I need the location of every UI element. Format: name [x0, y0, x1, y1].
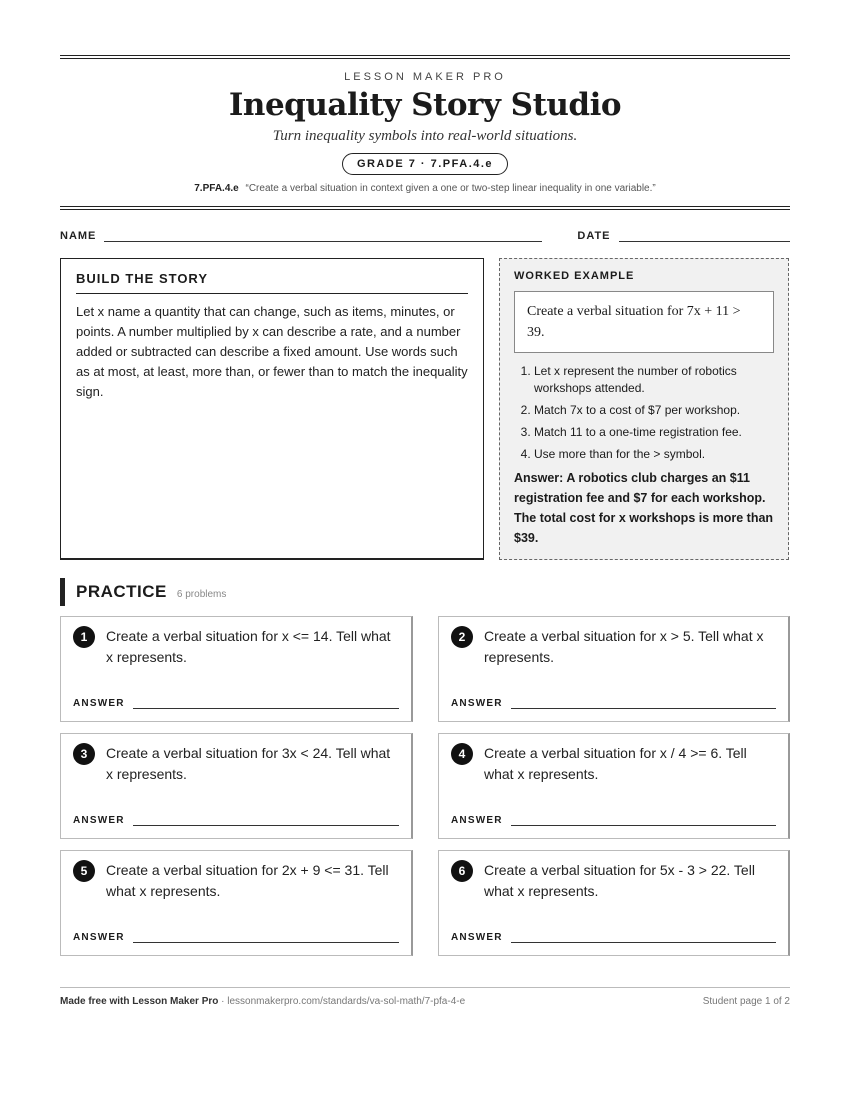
problem-card-4 — [438, 733, 790, 839]
answer-label: ANSWER — [451, 698, 503, 709]
build-heading: BUILD THE STORY — [76, 271, 468, 294]
problem-text: Create a verbal situation for x / 4 >= 6. Tell what x represents. — [484, 745, 747, 782]
worked-step: 3. Match 11 to a one-time registration fee. — [534, 424, 774, 441]
worked-step: 4. Use more than for the > symbol. — [534, 446, 774, 463]
problem-number: 3 — [73, 743, 95, 765]
problem-card-1 — [60, 616, 413, 722]
worksheet-page — [60, 0, 790, 956]
worked-example-box — [499, 258, 789, 560]
answer-label: ANSWER — [73, 815, 125, 826]
page-subtitle: Turn inequality symbols into real-world situations. — [272, 128, 578, 144]
page-footer — [60, 987, 790, 1007]
problem-text: Create a verbal situation for 3x < 24. Tell what x represents. — [106, 745, 391, 782]
practice-header — [60, 578, 790, 606]
worked-steps — [514, 363, 774, 463]
standard-text: “Create a verbal situation in context given a one or two-step linear inequality in one variable.” — [245, 183, 656, 194]
brand-name: LESSON MAKER PRO — [344, 71, 506, 83]
answer-line-1[interactable] — [133, 708, 399, 709]
worked-prompt: Create a verbal situation for 7x + 11 > 39. — [514, 291, 774, 353]
footer-page-number: Student page 1 of 2 — [702, 996, 790, 1007]
practice-title: PRACTICE — [76, 582, 167, 601]
problem-card-2 — [438, 616, 790, 722]
problem-text: Create a verbal situation for 5x - 3 > 22. Tell what x represents. — [484, 862, 755, 899]
answer-line-4[interactable] — [511, 825, 776, 826]
date-field[interactable] — [619, 240, 790, 242]
worked-heading: WORKED EXAMPLE — [514, 270, 635, 282]
top-double-rule — [60, 55, 790, 59]
header-bottom-rule — [60, 206, 790, 210]
answer-label: ANSWER — [73, 932, 125, 943]
worked-step: 1. Let x represent the number of robotics workshops attended. — [534, 363, 774, 397]
answer-line-2[interactable] — [511, 708, 776, 709]
build-body: Let x name a quantity that can change, such as items, minutes, or points. A number multiplied by x can describe a rate, and a number added or subtracted can describe a fixed amount. Use words such as at most, at least, more than, or fewer than to match the inequality sign. — [76, 304, 468, 399]
problem-number: 2 — [451, 626, 473, 648]
footer-url[interactable]: · lessonmakerpro.com/standards/va-sol-math/7-pfa-4-e — [218, 996, 466, 1007]
standard-code: 7.PFA.4.e — [194, 183, 239, 194]
problem-card-5 — [60, 850, 413, 956]
answer-line-3[interactable] — [133, 825, 399, 826]
problem-text: Create a verbal situation for 2x + 9 <= 31. Tell what x represents. — [106, 862, 389, 899]
problem-number: 1 — [73, 626, 95, 648]
standard-description — [60, 183, 790, 194]
name-date-row — [60, 230, 790, 242]
answer-line-5[interactable] — [133, 942, 399, 943]
problem-text: Create a verbal situation for x <= 14. Tell what x represents. — [106, 628, 391, 665]
problem-number: 4 — [451, 743, 473, 765]
answer-label: ANSWER — [451, 932, 503, 943]
page-title: Inequality Story Studio — [228, 87, 622, 123]
practice-count: 6 problems — [176, 588, 227, 600]
name-field[interactable] — [104, 240, 542, 242]
problem-number: 6 — [451, 860, 473, 882]
worked-answer: Answer: A robotics club charges an $11 registration fee and $7 for each workshop. The total cost for x workshops is more than $39. — [514, 471, 774, 545]
worked-step: 2. Match 7x to a cost of $7 per workshop. — [534, 402, 774, 419]
problem-text: Create a verbal situation for x > 5. Tell what x represents. — [484, 628, 764, 665]
problem-card-3 — [60, 733, 413, 839]
answer-label: ANSWER — [451, 815, 503, 826]
build-the-story-box — [60, 258, 484, 560]
name-label: NAME — [60, 230, 97, 242]
grade-standard-badge: GRADE 7 · 7.PFA.4.e — [342, 153, 508, 175]
date-label: DATE — [577, 230, 611, 242]
footer-made-with: Made free with Lesson Maker Pro — [60, 996, 219, 1007]
problem-card-6 — [438, 850, 790, 956]
answer-line-6[interactable] — [511, 942, 776, 943]
practice-grid — [60, 616, 790, 956]
answer-label: ANSWER — [73, 698, 125, 709]
problem-number: 5 — [73, 860, 95, 882]
